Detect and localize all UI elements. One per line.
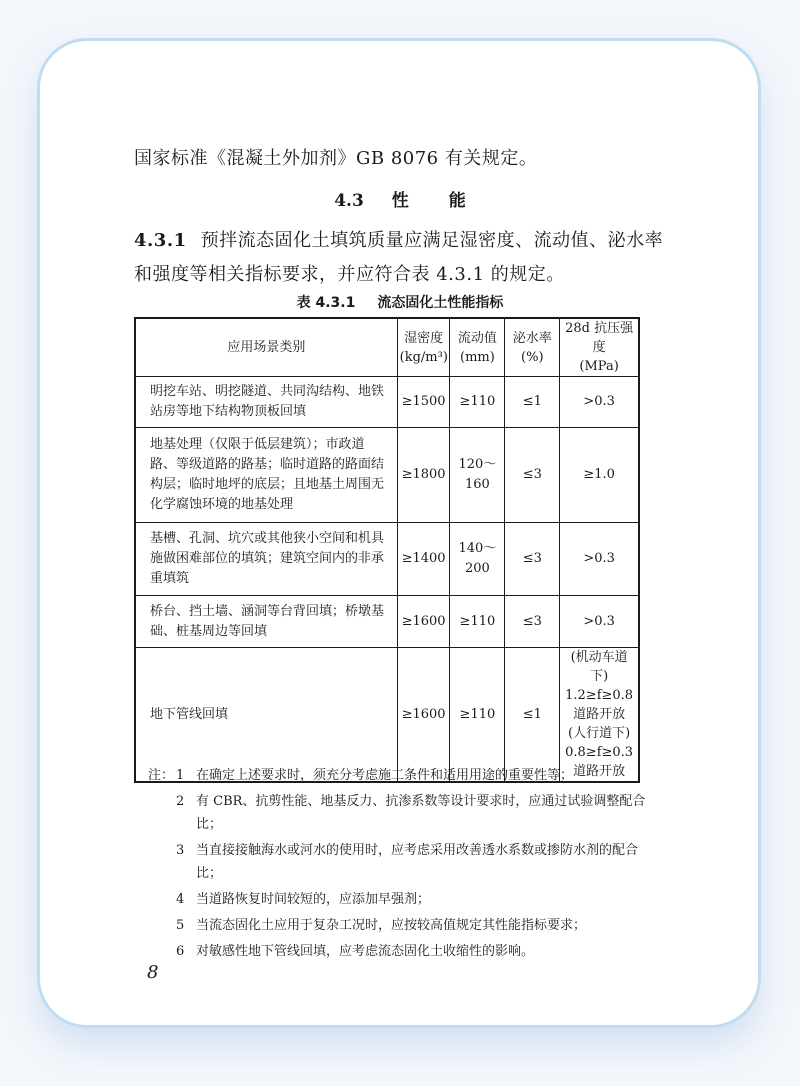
row4-density: ≥1600: [397, 596, 450, 648]
row1-density: ≥1500: [397, 377, 450, 428]
clause-text: 预拌流态固化土填筑质量应满足湿密度、流动值、泌水率和强度等相关指标要求，并应符合表 4.3.1 的规定。: [134, 230, 664, 285]
strength-condition: 0.8≥f≥0.3: [565, 745, 634, 760]
row4-bleeding: ≤3: [505, 596, 560, 648]
note-item: 3 当直接接触海水或河水的使用时，应考虑采用改善透水系数或掺防水剂的配合比；: [176, 843, 639, 881]
row1-bleeding: ≤1: [505, 377, 560, 428]
row1-strength: >0.3: [560, 377, 639, 428]
row4-scene: 桥台、挡土墙、涵洞等台背回填；桥墩基础、桩基周边等回填: [135, 596, 397, 648]
table-row: [135, 428, 639, 523]
row3-strength: >0.3: [560, 523, 639, 596]
note-item: 2 有 CBR、抗剪性能、地基反力、抗渗系数等设计要求时，应通过试验调整配合比；: [176, 794, 646, 832]
strength-condition: 1.2≥f≥0.8: [565, 688, 634, 703]
header-density: 湿密度 (kg/m³): [397, 318, 450, 377]
intro-paragraph: 国家标准《混凝土外加剂》GB 8076 有关规定。: [134, 148, 538, 169]
row5-strength: [560, 648, 639, 783]
note-item: 4 当道路恢复时间较短的，应添加早强剂；: [176, 892, 431, 907]
strength-condition: 道路开放: [573, 707, 626, 722]
table-header-row: [135, 318, 639, 377]
header-flow: 流动值 (mm): [450, 318, 505, 377]
row2-strength: ≥1.0: [560, 428, 639, 523]
section-title-part1: 性: [391, 191, 409, 211]
table-row: [135, 596, 639, 648]
row1-flow: ≥110: [450, 377, 505, 428]
row5-bleeding: ≤1: [505, 648, 560, 783]
table-title: 流态固化土性能指标: [377, 295, 504, 311]
table-notes: [148, 764, 648, 966]
row4-strength: >0.3: [560, 596, 639, 648]
note-item: 6 对敏感性地下管线回填，应考虑流态固化土收缩性的影响。: [176, 944, 535, 959]
row3-density: ≥1400: [397, 523, 450, 596]
clause-number: 4.3.1: [134, 230, 187, 251]
row5-scene: 地下管线回填: [135, 648, 397, 783]
row5-density: ≥1600: [397, 648, 450, 783]
row2-density: ≥1800: [397, 428, 450, 523]
section-number: 4.3: [334, 191, 364, 211]
strength-condition: (人行道下): [568, 726, 631, 741]
row5-flow: ≥110: [450, 648, 505, 783]
header-scene: 应用场景类别: [135, 318, 397, 377]
row3-bleeding: ≤3: [505, 523, 560, 596]
header-strength: 28d 抗压强度 (MPa): [560, 318, 639, 377]
row3-flow: 140～200: [450, 523, 505, 596]
clause-4-3-1: [134, 224, 674, 292]
section-heading: [0, 186, 800, 211]
header-bleeding: 泌水率 (%): [505, 318, 560, 377]
row4-flow: ≥110: [450, 596, 505, 648]
section-title-part2: 能: [448, 191, 466, 211]
table-number: 表 4.3.1: [296, 295, 356, 311]
note-item: 5 当流态固化土应用于复杂工况时，应按较高值规定其性能指标要求；: [176, 918, 587, 933]
table-row: [135, 648, 639, 783]
strength-condition: 道路开放: [573, 764, 626, 779]
row2-bleeding: ≤3: [505, 428, 560, 523]
table-row: [135, 377, 639, 428]
page-number: 8: [147, 962, 159, 983]
row2-flow: 120～160: [450, 428, 505, 523]
table-caption: [0, 292, 800, 312]
row1-scene: 明挖车站、明挖隧道、共同沟结构、地铁站房等地下结构物顶板回填: [135, 377, 397, 428]
table-row: [135, 523, 639, 596]
strength-condition: (机动车道下): [570, 650, 628, 684]
row3-scene: 基槽、孔洞、坑穴或其他狭小空间和机具施做困难部位的填筑；建筑空间内的非承重填筑: [135, 523, 397, 596]
performance-table: [134, 317, 640, 783]
notes-label: 注：: [148, 768, 175, 783]
note-item: 注： 1 在确定上述要求时，须充分考虑施工条件和适用用途的重要性等；: [148, 764, 648, 787]
row2-scene: 地基处理（仅限于低层建筑）；市政道路、等级道路的路基；临时道路的路面结构层；临时地坪的底层；且地基土周围无化学腐蚀环境的地基处理: [135, 428, 397, 523]
